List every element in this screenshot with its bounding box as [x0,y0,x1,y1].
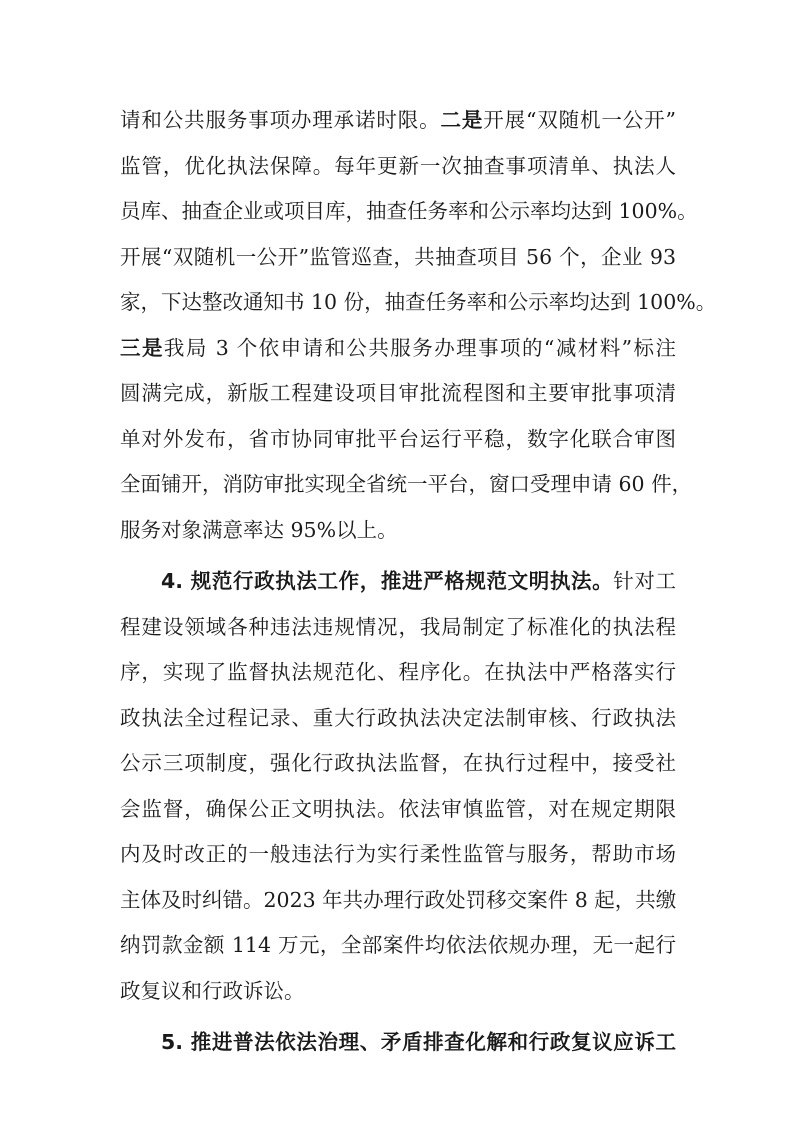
text-line [120,462,693,508]
paragraph-text: 针对工 [613,569,677,593]
paragraph-text: 服务对象满意率达 95%以上。 [120,517,398,542]
paragraph-text: 单对外发布，省市协同审批平台运行平稳，数字化联合审图 [120,426,676,451]
paragraph-text: 开展“双随机一公开” [483,108,676,132]
paragraph-text: 开展“双随机一公开”监管巡查，共抽查项目 56 个，企业 93 [120,244,676,269]
paragraph-text: 会监督，确保公正文明执法。依法审慎监管，对在规定期限 [120,796,676,821]
text-line [120,741,676,787]
paragraph-text: 监管，优化执法保障。每年更新一次抽查事项清单、执法人 [120,153,676,178]
text-line [120,878,676,924]
text-line [120,559,676,605]
text-line [120,371,676,417]
text-line [120,605,676,651]
text-line [120,923,676,969]
text-line [120,1020,676,1066]
paragraph-text: 请和公共服务事项办理承诺时限。 [120,108,441,132]
paragraph-text: 圆满完成，新版工程建设项目审批流程图和主要审批事项清 [120,381,676,405]
paragraph-text: 全面铺开，消防审批实现全省统一平台，窗口受理申请 60 件， [120,472,693,496]
paragraph-text: 家，下达整改通知书 10 份，抽查任务率和公示率均达到 100%。 [120,290,717,314]
bold-heading-text: 4. 规范行政执法工作，推进严格规范文明执法。 [161,569,614,593]
paragraph-text: 程建设领域各种违法违规情况，我局制定了标准化的执法程 [120,614,676,639]
text-line [120,326,676,372]
paragraph-text: 政执法全过程记录、重大行政执法决定法制审核、行政执法 [120,705,676,730]
text-line [120,787,676,833]
paragraph-text: 政复议和行政诉讼。 [120,978,305,1003]
bold-heading-text: 5. 推进普法依法治理、矛盾排查化解和行政复议应诉工 [161,1030,676,1054]
paragraph-text: 序，实现了监督执法规范化、程序化。在执法中严格落实行 [120,660,676,684]
bold-heading-text: 三是 [120,335,164,360]
text-line [120,280,717,326]
paragraph-text: 员库、抽查企业或项目库，抽查任务率和公示率均达到 100%。 [120,199,698,223]
text-line [120,696,676,742]
text-line [120,235,676,281]
text-line [120,98,676,144]
text-line [120,189,698,235]
text-line [120,417,676,463]
text-line [120,969,676,1015]
text-line [120,508,676,554]
paragraph-text: 主体及时纠错。2023 年共办理行政处罚移交案件 8 起，共缴 [120,887,677,912]
text-line [120,650,676,696]
text-line [120,144,676,190]
paragraph-text: 公示三项制度，强化行政执法监督，在执行过程中，接受社 [120,751,676,775]
paragraph-text: 纳罚款金额 114 万元，全部案件均依法依规办理，无一起行 [120,933,676,957]
paragraph-text: 内及时改正的一般违法行为实行柔性监管与服务，帮助市场 [120,842,676,866]
paragraph-text: 我局 3 个依申请和公共服务办理事项的“减材料”标注 [163,335,676,360]
bold-heading-text: 二是 [440,108,484,132]
text-line [120,832,676,878]
body-text [120,98,717,1066]
